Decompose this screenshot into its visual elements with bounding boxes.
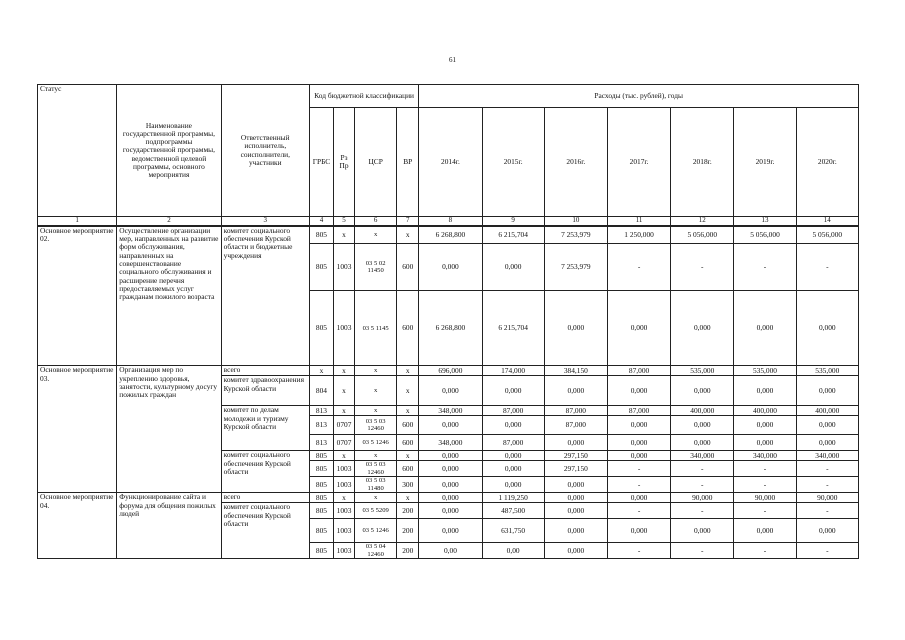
- header-year: 2018г.: [671, 108, 734, 217]
- header-status: Статус: [38, 85, 117, 217]
- csr-cell: 03 5 03 12460: [355, 416, 397, 435]
- rzpr-cell: 1003: [334, 519, 355, 543]
- expense-value-cell: 7 253,979: [544, 244, 607, 291]
- expense-value-cell: 0,000: [734, 435, 796, 451]
- expense-value-cell: 0,000: [419, 493, 482, 503]
- grbs-cell: 813: [309, 416, 333, 435]
- expense-value-cell: 87,000: [607, 366, 670, 376]
- csr-cell: 03 5 02 11450: [355, 244, 397, 291]
- expense-value-cell: 0,000: [482, 477, 544, 493]
- column-number-row: [38, 217, 859, 226]
- grbs-cell: 805: [309, 461, 333, 477]
- vr-cell: 200: [397, 519, 419, 543]
- expense-value-cell: 87,000: [482, 406, 544, 416]
- header-responsible: Ответственный исполнитель, соисполнители, участники: [221, 85, 309, 217]
- expense-value-cell: 487,500: [482, 503, 544, 519]
- expense-value-cell: 535,000: [796, 366, 858, 376]
- expense-value-cell: 0,000: [482, 416, 544, 435]
- expense-value-cell: 1 119,250: [482, 493, 544, 503]
- vr-cell: 600: [397, 416, 419, 435]
- rzpr-cell: x: [334, 493, 355, 503]
- table-body: [38, 226, 859, 559]
- column-number: 4: [309, 217, 333, 226]
- expense-value-cell: 0,000: [671, 416, 734, 435]
- grbs-cell: x: [309, 366, 333, 376]
- table-row: [38, 366, 859, 376]
- rzpr-cell: x: [334, 366, 355, 376]
- expense-value-cell: 0,000: [796, 416, 858, 435]
- expense-value-cell: 0,000: [419, 376, 482, 406]
- expense-value-cell: 0,000: [671, 519, 734, 543]
- expense-value-cell: 0,000: [607, 376, 670, 406]
- table-row: [38, 493, 859, 503]
- responsible-cell: всего: [221, 493, 309, 503]
- expense-value-cell: 0,000: [671, 435, 734, 451]
- expense-value-cell: 0,000: [734, 519, 796, 543]
- vr-cell: 200: [397, 503, 419, 519]
- csr-cell: 03 5 04 12460: [355, 543, 397, 559]
- expense-value-cell: 0,000: [482, 376, 544, 406]
- expense-value-cell: 0,000: [607, 416, 670, 435]
- grbs-cell: 805: [309, 244, 333, 291]
- grbs-cell: 805: [309, 291, 333, 366]
- expense-value-cell: 90,000: [734, 493, 796, 503]
- expense-value-cell: 87,000: [482, 435, 544, 451]
- column-number: 6: [355, 217, 397, 226]
- responsible-cell: комитет социального обеспечения Курской области: [221, 451, 309, 493]
- expense-value-cell: 0,000: [734, 291, 796, 366]
- expense-value-cell: 6 268,800: [419, 291, 482, 366]
- expense-value-cell: 0,000: [544, 503, 607, 519]
- column-number: 14: [796, 217, 858, 226]
- table-row: [38, 226, 859, 244]
- column-number: 3: [221, 217, 309, 226]
- expense-value-cell: 174,000: [482, 366, 544, 376]
- expense-value-cell: -: [607, 503, 670, 519]
- expense-value-cell: 0,000: [544, 493, 607, 503]
- expense-value-cell: 0,00: [419, 543, 482, 559]
- expense-value-cell: 0,000: [607, 435, 670, 451]
- expense-value-cell: 6 268,800: [419, 226, 482, 244]
- vr-cell: 600: [397, 435, 419, 451]
- csr-cell: 03 5 03 11480: [355, 477, 397, 493]
- expense-value-cell: -: [671, 543, 734, 559]
- expense-value-cell: 0,00: [482, 543, 544, 559]
- expense-value-cell: 0,000: [419, 451, 482, 461]
- expense-value-cell: 0,000: [796, 519, 858, 543]
- rzpr-cell: x: [334, 451, 355, 461]
- responsible-cell: комитет социального обеспечения Курской области: [221, 503, 309, 559]
- header-year: 2017г.: [607, 108, 670, 217]
- expense-value-cell: -: [607, 543, 670, 559]
- expense-value-cell: 0,000: [419, 416, 482, 435]
- expense-value-cell: -: [734, 244, 796, 291]
- expense-value-cell: -: [671, 477, 734, 493]
- grbs-cell: 805: [309, 519, 333, 543]
- grbs-cell: 804: [309, 376, 333, 406]
- expense-value-cell: 400,000: [734, 406, 796, 416]
- csr-cell: x: [355, 493, 397, 503]
- expense-value-cell: -: [671, 461, 734, 477]
- header-grbs: ГРБС: [309, 108, 333, 217]
- csr-cell: 03 5 5209: [355, 503, 397, 519]
- expense-value-cell: -: [796, 244, 858, 291]
- expense-value-cell: 0,000: [419, 477, 482, 493]
- csr-cell: 03 5 1246: [355, 519, 397, 543]
- expense-value-cell: 384,150: [544, 366, 607, 376]
- expense-value-cell: 340,000: [796, 451, 858, 461]
- expense-value-cell: 87,000: [607, 406, 670, 416]
- column-number: 9: [482, 217, 544, 226]
- expense-value-cell: 5 056,000: [671, 226, 734, 244]
- vr-cell: x: [397, 226, 419, 244]
- header-rzpr: Рз Пр: [334, 108, 355, 217]
- expense-value-cell: 90,000: [796, 493, 858, 503]
- expense-value-cell: 0,000: [419, 519, 482, 543]
- expense-value-cell: 340,000: [734, 451, 796, 461]
- responsible-cell: комитет социального обеспечения Курской области и бюджетные учреждения: [221, 226, 309, 366]
- expense-value-cell: -: [607, 477, 670, 493]
- expense-value-cell: 0,000: [419, 244, 482, 291]
- expense-value-cell: 0,000: [796, 291, 858, 366]
- expense-value-cell: 87,000: [544, 416, 607, 435]
- grbs-cell: 805: [309, 503, 333, 519]
- expense-value-cell: -: [796, 461, 858, 477]
- expense-value-cell: 0,000: [607, 451, 670, 461]
- expense-value-cell: 348,000: [419, 435, 482, 451]
- grbs-cell: 813: [309, 435, 333, 451]
- event-name-cell: Функционирование сайта и форума для общения пожилых людей: [117, 493, 221, 559]
- rzpr-cell: 1003: [334, 291, 355, 366]
- expense-value-cell: 87,000: [544, 406, 607, 416]
- expense-value-cell: 696,000: [419, 366, 482, 376]
- header-year: 2020г.: [796, 108, 858, 217]
- rzpr-cell: x: [334, 226, 355, 244]
- vr-cell: x: [397, 376, 419, 406]
- expense-value-cell: 400,000: [796, 406, 858, 416]
- grbs-cell: 805: [309, 493, 333, 503]
- column-number: 8: [419, 217, 482, 226]
- page-number: 61: [449, 56, 456, 64]
- expense-value-cell: -: [734, 477, 796, 493]
- expense-value-cell: 0,000: [482, 244, 544, 291]
- status-cell: Основное мероприятие 04.: [38, 493, 117, 559]
- column-number: 7: [397, 217, 419, 226]
- vr-cell: 600: [397, 291, 419, 366]
- expense-value-cell: 0,000: [607, 493, 670, 503]
- expense-value-cell: 0,000: [419, 503, 482, 519]
- expense-value-cell: -: [796, 503, 858, 519]
- column-number: 11: [607, 217, 670, 226]
- expense-value-cell: 0,000: [544, 477, 607, 493]
- expense-value-cell: 6 215,704: [482, 291, 544, 366]
- expense-value-cell: 0,000: [544, 291, 607, 366]
- expense-value-cell: 5 056,000: [796, 226, 858, 244]
- header-vr: ВР: [397, 108, 419, 217]
- event-name-cell: Организация мер по укреплению здоровья, занятости, культурному досугу пожилых граждан: [117, 366, 221, 493]
- expense-value-cell: -: [734, 543, 796, 559]
- responsible-cell: всего: [221, 366, 309, 376]
- responsible-cell: комитет по делам молодежи и туризму Курской области: [221, 406, 309, 451]
- expense-value-cell: 400,000: [671, 406, 734, 416]
- vr-cell: 600: [397, 244, 419, 291]
- grbs-cell: 805: [309, 477, 333, 493]
- header-expenses-group: Расходы (тыс. рублей), годы: [419, 85, 859, 108]
- header-year: 2016г.: [544, 108, 607, 217]
- status-cell: Основное мероприятие 03.: [38, 366, 117, 493]
- rzpr-cell: 1003: [334, 244, 355, 291]
- rzpr-cell: 1003: [334, 477, 355, 493]
- expense-value-cell: 0,000: [734, 416, 796, 435]
- expense-value-cell: 0,000: [671, 291, 734, 366]
- expense-value-cell: 0,000: [796, 435, 858, 451]
- vr-cell: 300: [397, 477, 419, 493]
- expense-value-cell: 7 253,979: [544, 226, 607, 244]
- expense-value-cell: 348,000: [419, 406, 482, 416]
- expense-value-cell: 0,000: [482, 461, 544, 477]
- vr-cell: 600: [397, 461, 419, 477]
- expense-value-cell: 0,000: [544, 543, 607, 559]
- expense-value-cell: 0,000: [544, 376, 607, 406]
- csr-cell: x: [355, 226, 397, 244]
- expense-value-cell: 0,000: [419, 461, 482, 477]
- budget-table: [37, 84, 859, 559]
- status-cell: Основное мероприятие 02.: [38, 226, 117, 366]
- expense-value-cell: 0,000: [544, 435, 607, 451]
- expense-value-cell: 535,000: [671, 366, 734, 376]
- header-name: Наименование государственной программы, подпрограммы государственной программы, ведомственной целевой программы, основного мероприятия: [117, 85, 221, 217]
- expense-value-cell: -: [607, 244, 670, 291]
- header-code-group: Код бюджетной классификации: [309, 85, 418, 108]
- expense-value-cell: 0,000: [796, 376, 858, 406]
- expense-value-cell: -: [671, 244, 734, 291]
- rzpr-cell: x: [334, 406, 355, 416]
- expense-value-cell: 340,000: [671, 451, 734, 461]
- expense-value-cell: 0,000: [607, 291, 670, 366]
- csr-cell: x: [355, 451, 397, 461]
- expense-value-cell: 1 250,000: [607, 226, 670, 244]
- column-number: 1: [38, 217, 117, 226]
- csr-cell: x: [355, 366, 397, 376]
- header-csr: ЦСР: [355, 108, 397, 217]
- rzpr-cell: 1003: [334, 503, 355, 519]
- expense-value-cell: -: [671, 503, 734, 519]
- csr-cell: x: [355, 406, 397, 416]
- rzpr-cell: 0707: [334, 416, 355, 435]
- grbs-cell: 805: [309, 226, 333, 244]
- grbs-cell: 813: [309, 406, 333, 416]
- expense-value-cell: 631,750: [482, 519, 544, 543]
- header-year: 2019г.: [734, 108, 796, 217]
- expense-value-cell: -: [734, 461, 796, 477]
- column-number: 5: [334, 217, 355, 226]
- expense-value-cell: 535,000: [734, 366, 796, 376]
- expense-value-cell: 297,150: [544, 451, 607, 461]
- vr-cell: x: [397, 366, 419, 376]
- column-number: 2: [117, 217, 221, 226]
- expense-value-cell: 0,000: [734, 376, 796, 406]
- expense-value-cell: 0,000: [607, 519, 670, 543]
- expense-value-cell: -: [796, 543, 858, 559]
- vr-cell: 200: [397, 543, 419, 559]
- responsible-cell: комитет здравоохранения Курской области: [221, 376, 309, 406]
- expense-value-cell: 0,000: [671, 376, 734, 406]
- vr-cell: x: [397, 451, 419, 461]
- expense-value-cell: 297,150: [544, 461, 607, 477]
- vr-cell: x: [397, 493, 419, 503]
- header-year: 2014г.: [419, 108, 482, 217]
- csr-cell: 03 5 1145: [355, 291, 397, 366]
- grbs-cell: 805: [309, 543, 333, 559]
- column-number: 12: [671, 217, 734, 226]
- column-number: 10: [544, 217, 607, 226]
- expense-value-cell: 0,000: [544, 519, 607, 543]
- column-number: 13: [734, 217, 796, 226]
- event-name-cell: Осуществление организации мер, направленных на развитие форм обслуживания, направленных на совершенствование социального обслуживания и расширение перечня предоставляемых услуг гражданам пожилого возраста: [117, 226, 221, 366]
- expense-value-cell: 0,000: [482, 451, 544, 461]
- csr-cell: 03 5 03 12460: [355, 461, 397, 477]
- expense-value-cell: -: [734, 503, 796, 519]
- rzpr-cell: 1003: [334, 461, 355, 477]
- rzpr-cell: 1003: [334, 543, 355, 559]
- csr-cell: x: [355, 376, 397, 406]
- header-year: 2015г.: [482, 108, 544, 217]
- rzpr-cell: 0707: [334, 435, 355, 451]
- grbs-cell: 805: [309, 451, 333, 461]
- expense-value-cell: 6 215,704: [482, 226, 544, 244]
- vr-cell: x: [397, 406, 419, 416]
- expense-value-cell: -: [607, 461, 670, 477]
- expense-value-cell: 90,000: [671, 493, 734, 503]
- expense-value-cell: 5 056,000: [734, 226, 796, 244]
- csr-cell: 03 5 1246: [355, 435, 397, 451]
- expense-value-cell: -: [796, 477, 858, 493]
- rzpr-cell: x: [334, 376, 355, 406]
